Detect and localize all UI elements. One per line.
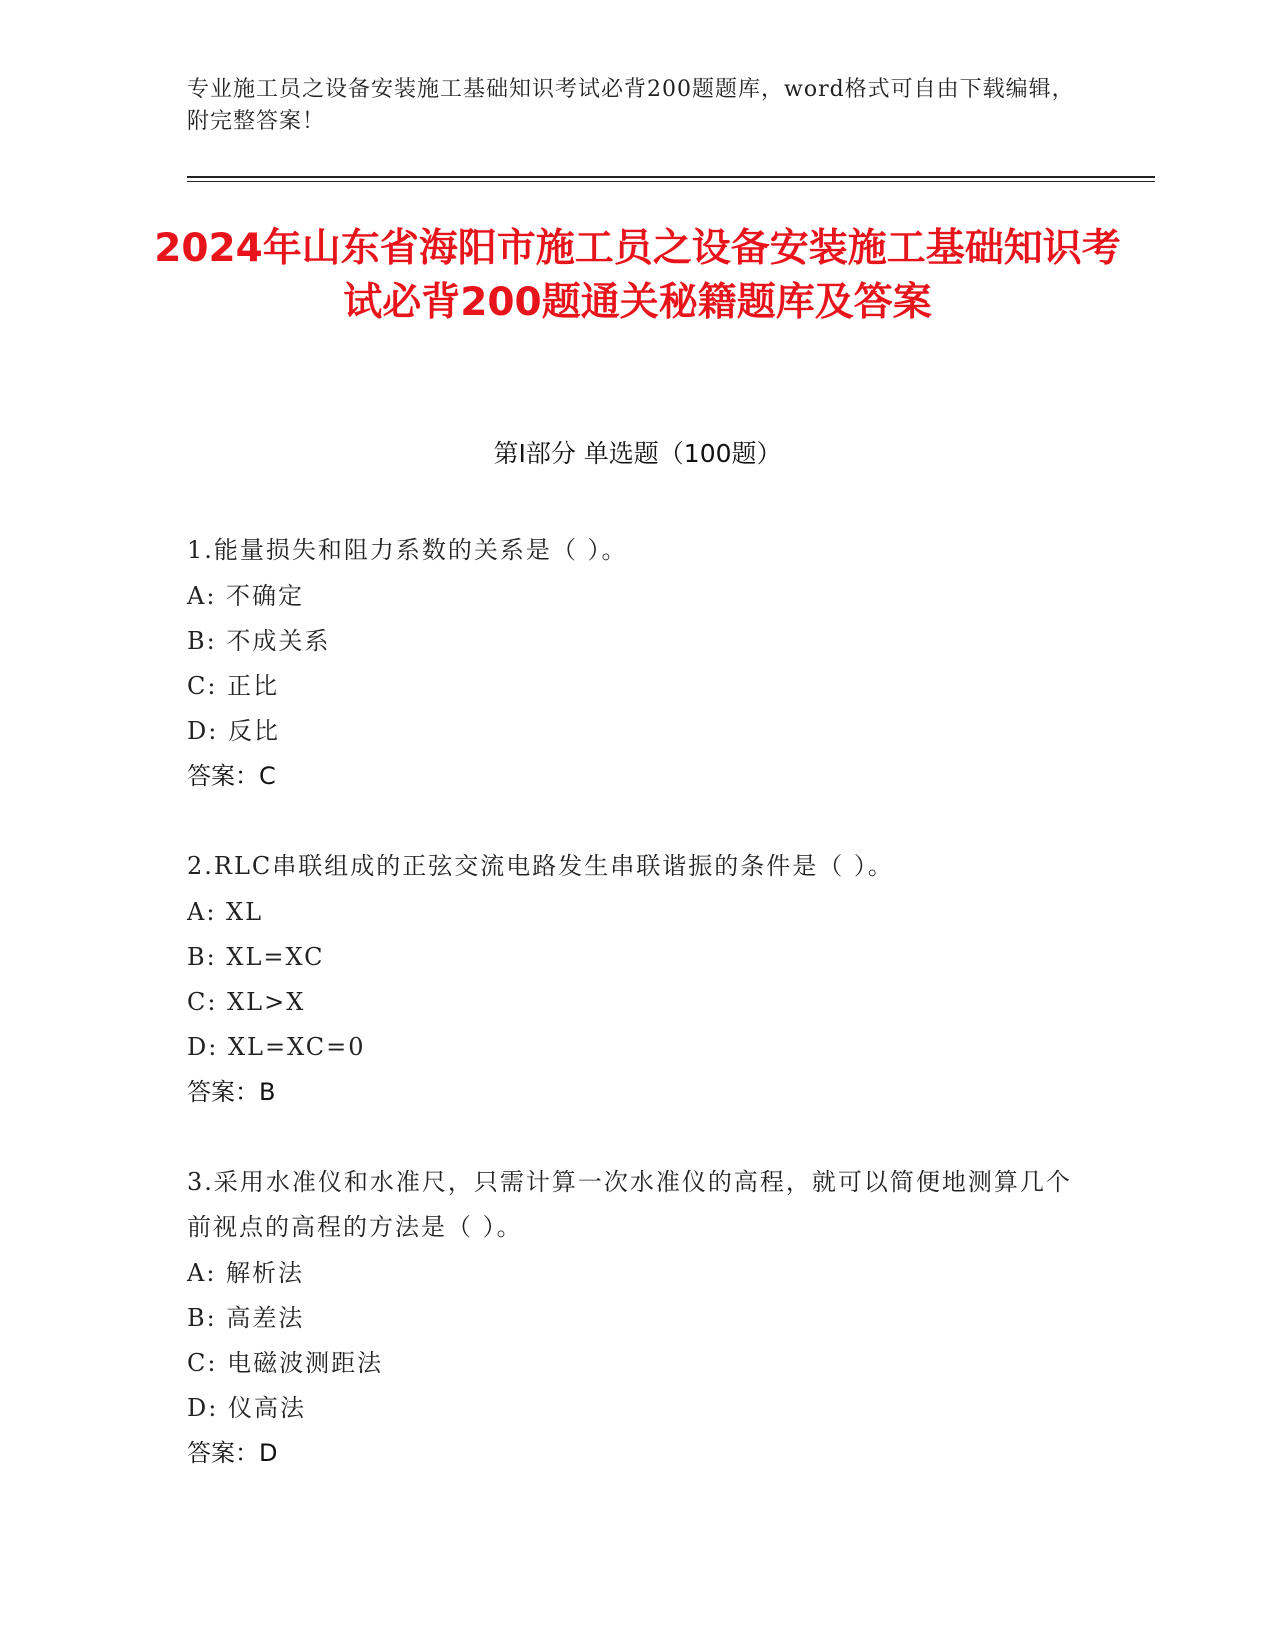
header-divider-thin — [187, 181, 1155, 182]
option-b: B: 不成关系 — [187, 627, 331, 655]
question-2 — [187, 844, 1087, 1115]
section-heading: 第I部分 单选题（100题） — [493, 439, 782, 468]
option-a: A: XL — [187, 898, 264, 926]
header-note: 专业施工员之设备安装施工基础知识考试必背200题题库，word格式可自由下载编辑，附完整答案！ — [187, 77, 1075, 134]
question-3 — [187, 1160, 1087, 1476]
question-1 — [187, 528, 1087, 799]
question-stem: 1.能量损失和阻力系数的关系是（ ）。 — [187, 536, 628, 564]
document-title: 2024年山东省海阳市施工员之设备安装施工基础知识考试必背200题通关秘籍题库及答案 — [154, 226, 1121, 325]
option-a: A: 不确定 — [187, 582, 305, 610]
question-stem: 2.RLC串联组成的正弦交流电路发生串联谐振的条件是（ ）。 — [187, 852, 894, 880]
option-c: C: XL>X — [187, 988, 306, 1016]
option-d: D: 仪高法 — [187, 1394, 306, 1422]
option-d: D: 反比 — [187, 717, 280, 745]
option-b: B: 高差法 — [187, 1304, 305, 1332]
question-list — [187, 528, 1087, 1521]
option-c: C: 电磁波测距法 — [187, 1349, 384, 1377]
question-stem: 3.采用水准仪和水准尺，只需计算一次水准仪的高程，就可以简便地测算几个前视点的高程的方法是（ ）。 — [187, 1168, 1072, 1241]
header-divider-thick — [187, 176, 1155, 178]
answer-line: 答案：B — [187, 1078, 276, 1106]
option-b: B: XL=XC — [187, 943, 325, 971]
answer-line: 答案：C — [187, 762, 276, 790]
option-c: C: 正比 — [187, 672, 280, 700]
option-d: D: XL=XC=0 — [187, 1033, 366, 1061]
answer-line: 答案：D — [187, 1439, 278, 1467]
option-a: A: 解析法 — [187, 1259, 305, 1287]
